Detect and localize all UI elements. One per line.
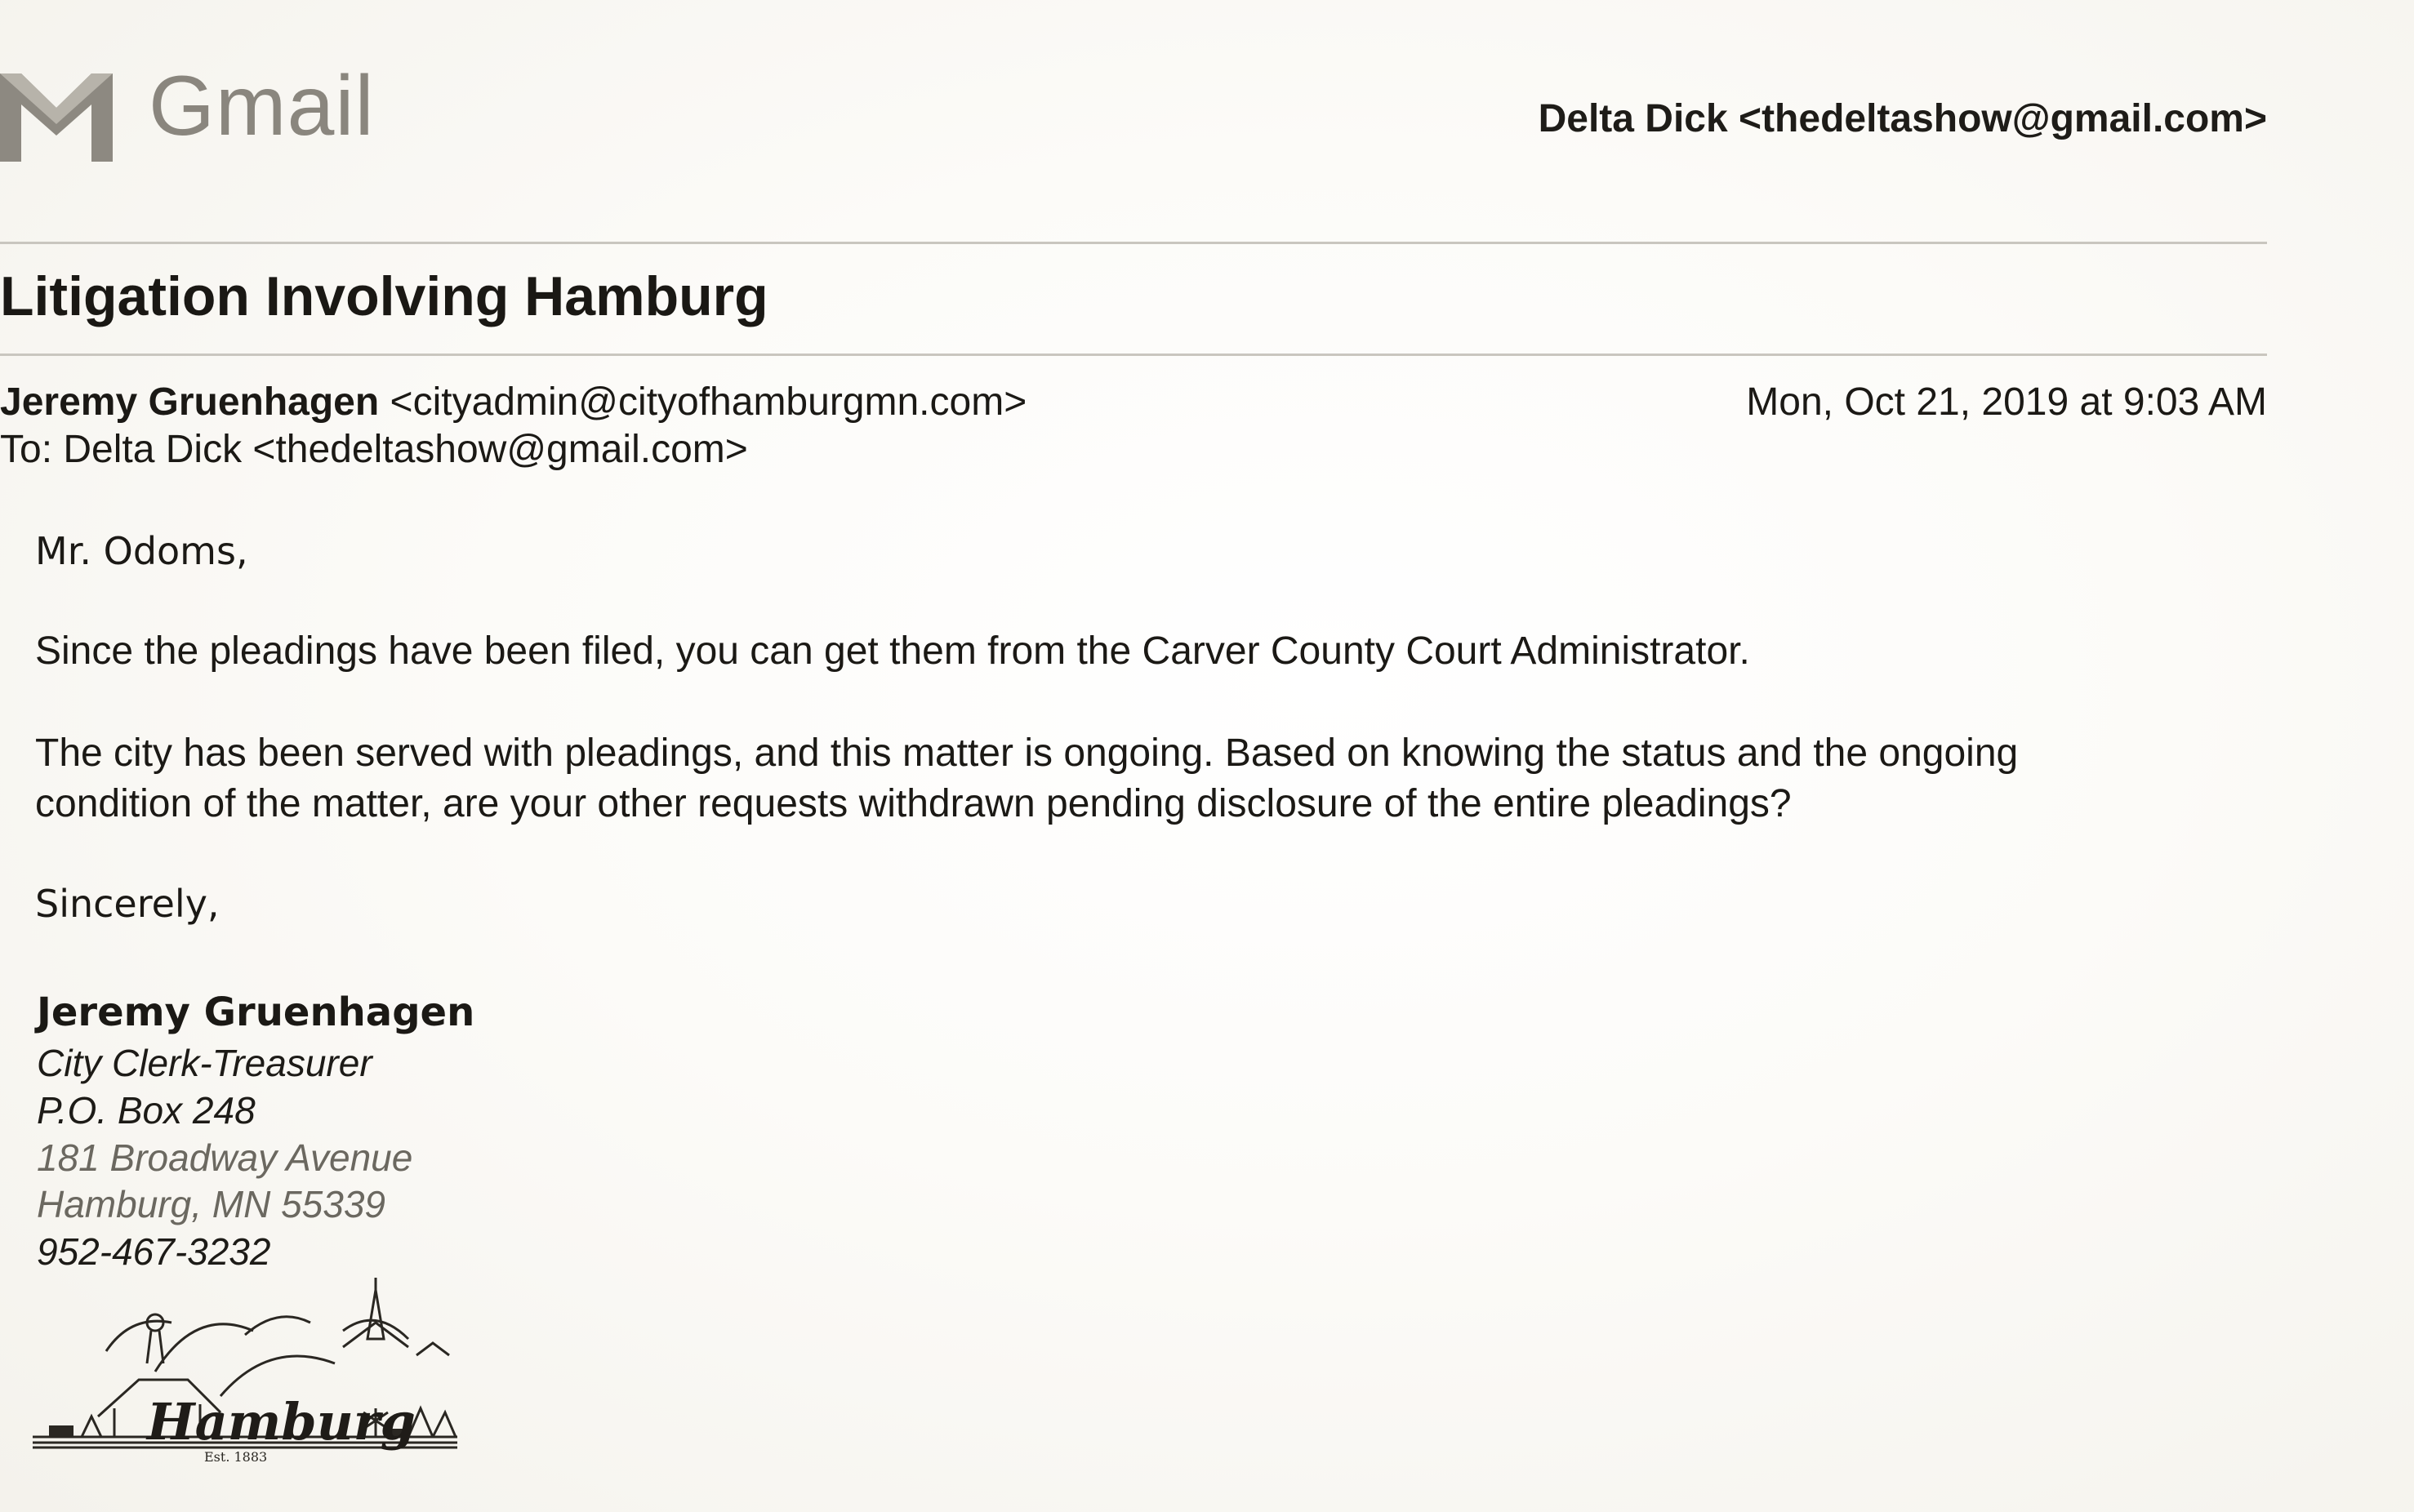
body-paragraph: Since the pleadings have been filed, you can get them from the Carver County Court Administrator. — [35, 629, 1750, 673]
signature-po-box: P.O. Box 248 — [37, 1089, 256, 1132]
body-paragraph: condition of the matter, are your other requests withdrawn pending disclosure of the entire pleadings? — [35, 782, 1792, 825]
hamburg-town-logo — [33, 1274, 457, 1461]
sender-name: Jeremy Gruenhagen — [0, 380, 380, 424]
sender-line — [0, 380, 1027, 425]
recipient-line: To: Delta Dick <thedeltashow@gmail.com> — [0, 428, 748, 471]
signature-phone: 952-467-3232 — [37, 1230, 271, 1273]
account-identity: Delta Dick <thedeltashow@gmail.com> — [1538, 97, 2267, 140]
signature-street: 181 Broadway Avenue — [37, 1136, 413, 1179]
logo-town-name: Hamburg — [147, 1392, 416, 1452]
signature-city: Hamburg, MN 55339 — [37, 1183, 385, 1225]
greeting: Mr. Odoms, — [35, 529, 248, 573]
header-divider — [0, 242, 2267, 244]
email-subject: Litigation Involving Hamburg — [0, 265, 768, 327]
subject-divider — [0, 354, 2267, 356]
signature-title: City Clerk-Treasurer — [37, 1042, 372, 1084]
sender-email: <cityadmin@cityofhamburgmn.com> — [390, 380, 1027, 424]
closing: Sincerely, — [35, 882, 220, 926]
logo-established: Est. 1883 — [204, 1449, 268, 1461]
sent-date: Mon, Oct 21, 2019 at 9:03 AM — [1746, 380, 2267, 424]
body-paragraph: The city has been served with pleadings, and this matter is ongoing. Based on knowing the status and the ongoing — [35, 732, 2019, 775]
gmail-wordmark: Gmail — [149, 59, 375, 153]
gmail-m-icon — [0, 65, 113, 162]
signature-name: Jeremy Gruenhagen — [37, 989, 475, 1035]
